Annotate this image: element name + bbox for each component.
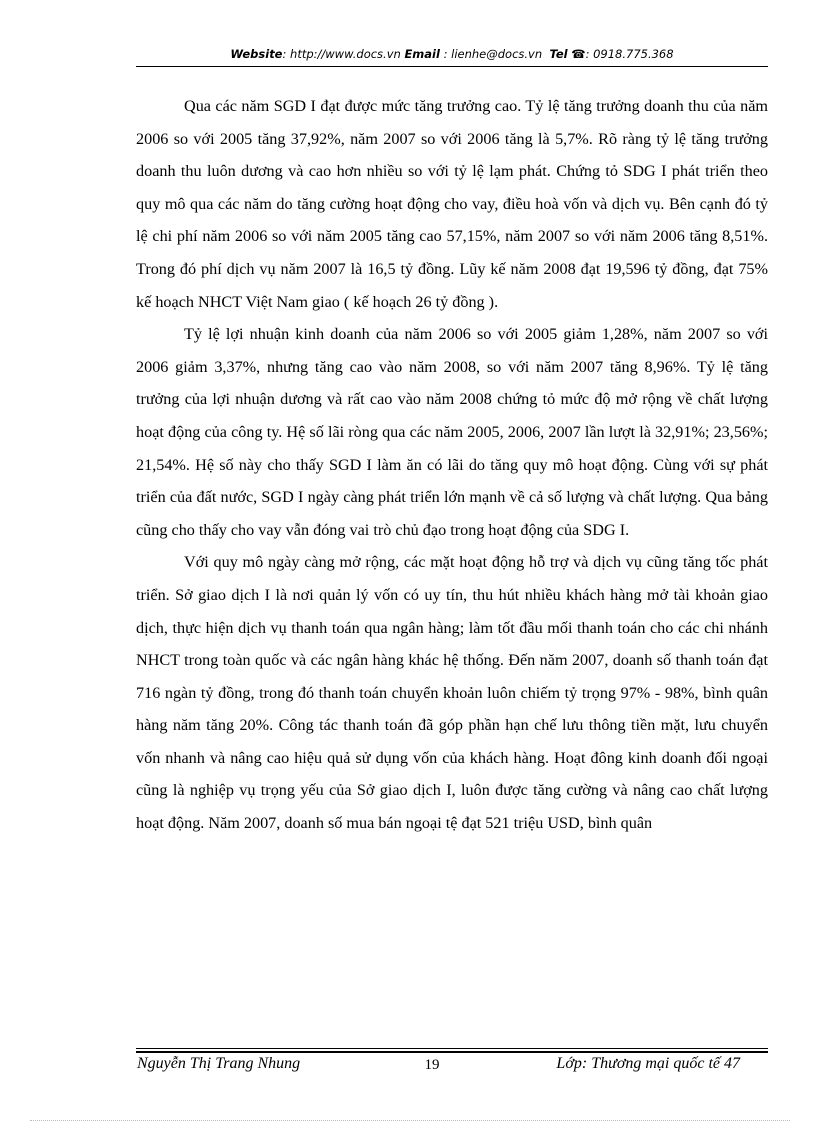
page-header bbox=[136, 47, 768, 61]
email-value: : lienhe@docs.vn bbox=[443, 47, 543, 61]
tel-label: Tel bbox=[549, 47, 568, 61]
footer-divider-thin bbox=[136, 1048, 768, 1049]
tel-value: : 0918.775.368 bbox=[585, 47, 674, 61]
paragraph-2: Tỷ lệ lợi nhuận kinh doanh của năm 2006 so với 2005 giảm 1,28%, năm 2007 so với 2006 giảm 3,37%, nhưng tăng cao vào năm 2008, so với năm 2007 tăng 8,96%. Tỷ lệ tăng trưởng của lợi nhuận dương và rất cao vào năm 2008 chứng tỏ mức độ mở rộng về chất lượng hoạt động của công ty. Hệ số lãi ròng qua các năm 2005, 2006, 2007 lần lượt là 32,91%; 23,56%; 21,54%. Hệ số này cho thấy SGD I làm ăn có lãi do tăng quy mô hoạt động. Cùng với sự phát triển của đất nước, SGD I ngày càng phát triển lớn mạnh về cả số lượng và chất lượng. Qua bảng cũng cho thấy cho vay vẫn đóng vai trò chủ đạo trong hoạt động của SDG I. bbox=[136, 325, 768, 539]
website-value: : http://www.docs.vn bbox=[282, 47, 401, 61]
body-text bbox=[136, 90, 768, 840]
phone-icon: ☎ bbox=[571, 47, 586, 61]
paragraph-1: Qua các năm SGD I đạt được mức tăng trưởng cao. Tỷ lệ tăng trưởng doanh thu của năm 2006 so với 2005 tăng 37,92%, năm 2007 so với 2006 tăng là 5,7%. Rõ ràng tỷ lệ tăng trưởng doanh thu luôn dương và cao hơn nhiều so với tỷ lệ lạm phát. Chứng tỏ SDG I phát triển theo quy mô qua các năm do tăng cường hoạt động cho vay, điều hoà vốn và dịch vụ. Bên cạnh đó tỷ lệ chi phí năm 2006 so với năm 2005 tăng cao 57,15%, năm 2007 so với năm 2006 tăng 8,51%. Trong đó phí dịch vụ năm 2007 là 16,5 tỷ đồng. Lũy kế năm 2008 đạt 19,596 tỷ đồng, đạt 75% kế hoạch NHCT Việt Nam giao ( kế hoạch 26 tỷ đồng ). bbox=[136, 97, 768, 311]
header-divider bbox=[136, 66, 768, 67]
page-number: 19 bbox=[424, 1057, 440, 1073]
page-bottom-dotted-line bbox=[30, 1120, 790, 1121]
footer-author: Nguyễn Thị Trang Nhung bbox=[137, 1055, 301, 1072]
email-label: Email bbox=[404, 47, 440, 61]
website-label: Website bbox=[230, 47, 283, 61]
footer-class: Lớp: Thương mại quốc tế 47 bbox=[556, 1055, 740, 1072]
paragraph-3: Với quy mô ngày càng mở rộng, các mặt hoạt động hỗ trợ và dịch vụ cũng tăng tốc phát triển. Sở giao dịch I là nơi quản lý vốn có uy tín, thu hút nhiều khách hàng mở tài khoản giao dịch, thực hiện dịch vụ thanh toán qua ngân hàng; làm tốt đầu mối thanh toán cho các chi nhánh NHCT trong toàn quốc và các ngân hàng khác hệ thống. Đến năm 2007, doanh số thanh toán đạt 716 ngàn tỷ đồng, trong đó thanh toán chuyển khoản luôn chiếm tỷ trọng 97% - 98%, bình quân hàng năm tăng 20%. Công tác thanh toán đã góp phần hạn chế lưu thông tiền mặt, lưu chuyển vốn nhanh và nâng cao hiệu quả sử dụng vốn của khách hàng. Hoạt đông kinh doanh đối ngoại cũng là nghiệp vụ trọng yếu của Sở giao dịch I, luôn được tăng cường và nâng cao chất lượng hoạt động. Năm 2007, doanh số mua bán ngoại tệ đạt 521 triệu USD, bình quân bbox=[136, 553, 768, 833]
footer-divider-thick bbox=[136, 1051, 768, 1053]
